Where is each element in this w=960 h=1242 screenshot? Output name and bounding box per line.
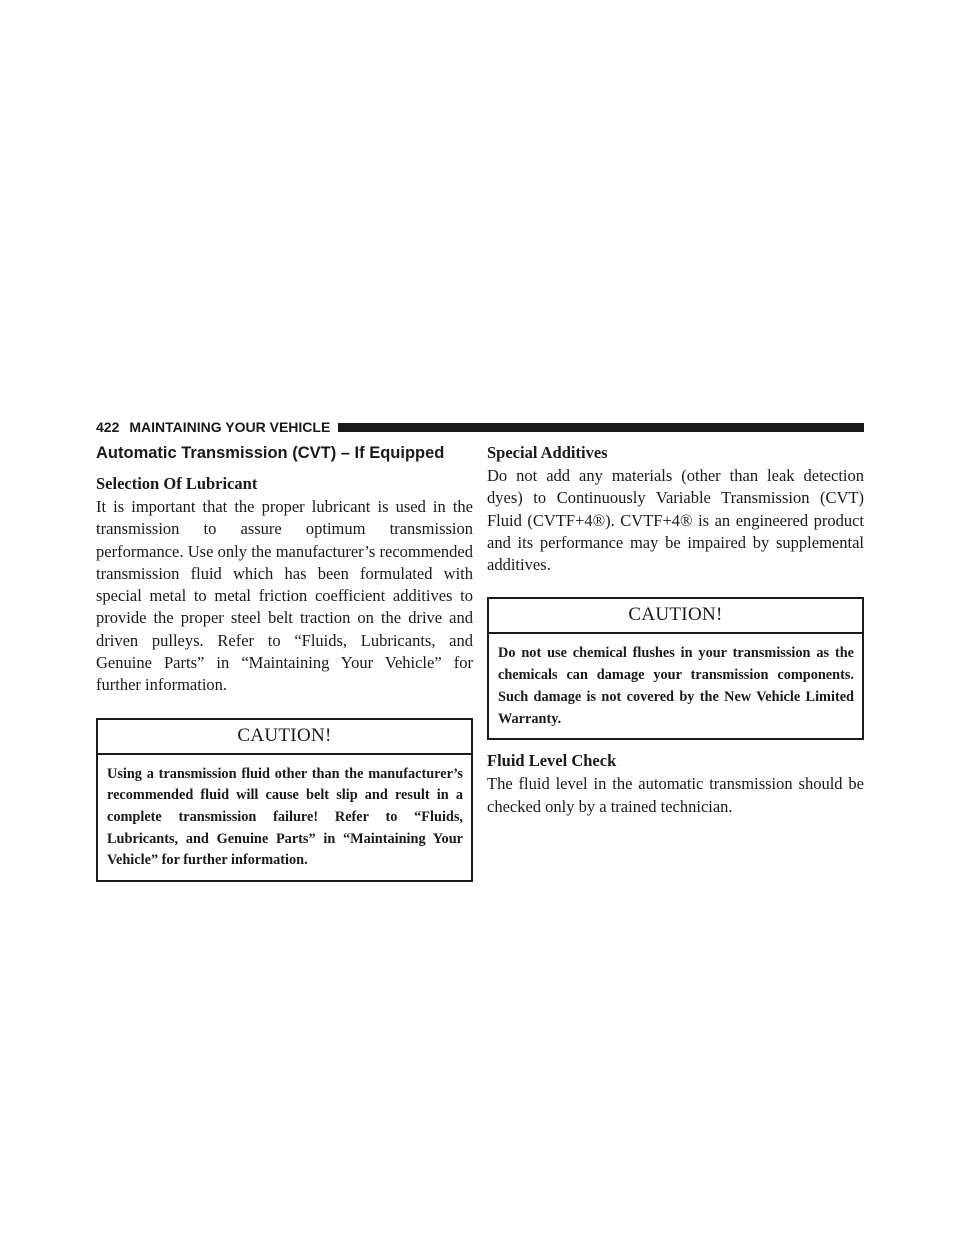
caution-title: CAUTION! [98,720,471,755]
section-title: Automatic Transmission (CVT) – If Equipped [96,444,445,462]
left-column [96,440,473,882]
additives-heading: Special Additives [487,443,608,462]
page-header [96,417,864,437]
right-column [487,440,864,818]
caution-title: CAUTION! [489,599,862,634]
chapter-title: MAINTAINING YOUR VEHICLE [129,419,331,435]
caution-text: Do not use chemical flushes in your transmission as the chemicals can damage your transmission components. Such damage is not covered by the New Vehicle Limited Warranty. [498,645,854,727]
caution-box-flushes [487,597,864,740]
fluid-level-paragraph: The fluid level in the automatic transmission should be checked only by a trained technician. [487,774,864,816]
caution-text: Using a transmission fluid other than the manufacturer’s recommended fluid will cause belt slip and result in a complete transmission failure! Refer to “Fluids, Lubricants, and Genuine Parts” in “Maintaining Your Vehicle” for further information. [107,765,463,869]
lubricant-paragraph: It is important that the proper lubricant is used in the transmission to assure optimum transmission performance. Use only the manufacturer’s recommended transmission fluid which has been formulated with special metal to metal friction coefficient additives to provide the proper steel belt traction on the drive and driven pulleys. Refer to “Fluids, Lubricants, and Genuine Parts” in “Maintaining Your Vehicle” for further information. [96,497,473,695]
page-number: 422 [96,419,120,435]
caution-box-lubricant [96,718,473,883]
lubricant-heading: Selection Of Lubricant [96,474,258,493]
fluid-level-heading: Fluid Level Check [487,751,617,771]
additives-paragraph: Do not add any materials (other than leak detection dyes) to Continuously Variable Transmission (CVT) Fluid (CVTF+4®). CVTF+4® is an engineered product and its performance may be impaired by supplemental additives. [487,466,864,575]
header-rule [338,423,864,432]
